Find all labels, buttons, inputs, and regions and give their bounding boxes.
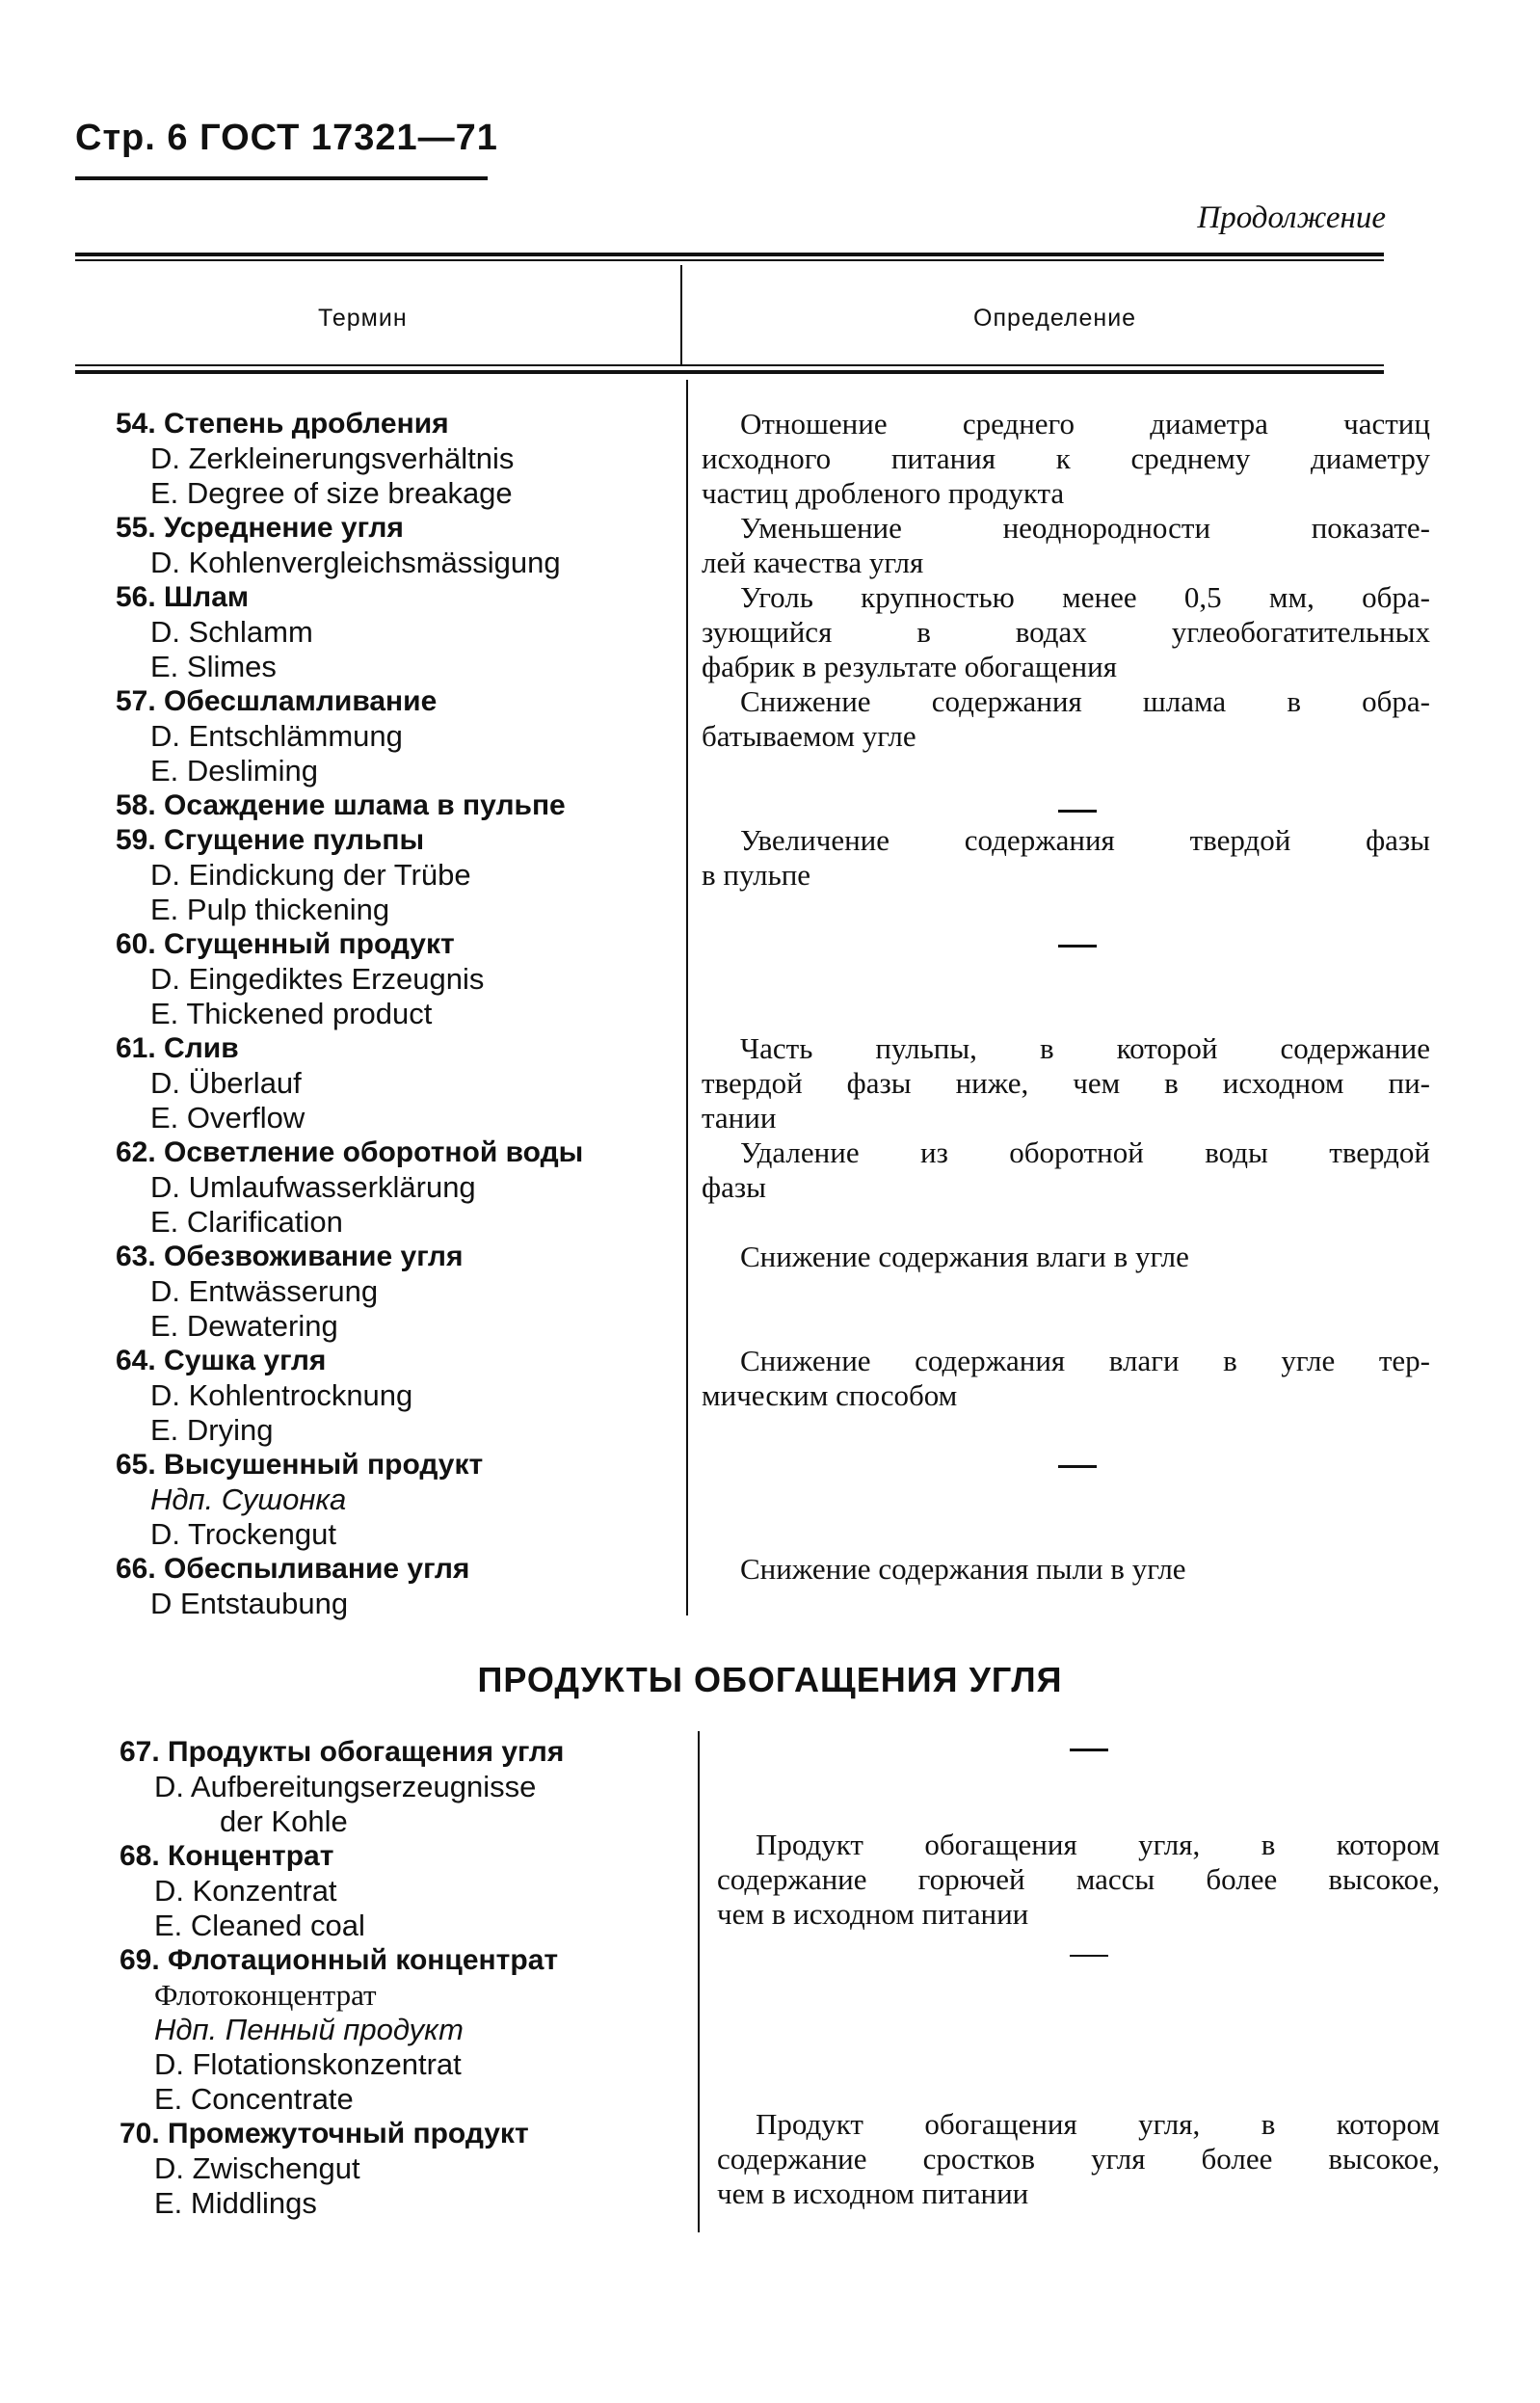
definition-66 <box>740 1552 1415 1587</box>
term-synonym: Флотоконцентрат <box>154 1978 377 2012</box>
term-german: D. Zerkleinerungsverhältnis <box>150 441 515 475</box>
table-top-rule <box>75 253 1384 256</box>
term-entry-57 <box>116 684 437 788</box>
term-english: E. Middlings <box>154 2186 317 2220</box>
term-entry-69 <box>119 1943 558 2117</box>
term-entry-58 <box>116 788 566 823</box>
term-english: E. Desliming <box>150 754 318 788</box>
definition-line: исходного питания к среднему диаметру <box>702 441 1430 475</box>
term-german: D. Aufbereitungserzeugnisse <box>154 1770 537 1803</box>
term-entry-54 <box>116 407 514 511</box>
term-german: D. Schlamm <box>150 615 313 649</box>
table-head-rule <box>75 364 1384 366</box>
term-english: E. Drying <box>150 1413 274 1447</box>
term-english: E. Dewatering <box>150 1309 338 1343</box>
definition-line: чем в исходном питании <box>717 1897 1029 1931</box>
term-title: 60. Сгущенный продукт <box>116 928 455 960</box>
page-header: Стр. 6 ГОСТ 17321—71 <box>75 118 498 158</box>
definition-57 <box>702 684 1430 754</box>
definition-line: Уголь крупностью менее 0,5 мм, обра- <box>740 580 1430 614</box>
term-title: 58. Осаждение шлама в пульпе <box>116 789 566 821</box>
term-entry-59 <box>116 823 471 927</box>
term-title: 62. Осветление оборотной воды <box>116 1136 584 1168</box>
term-german: D Entstaubung <box>150 1587 349 1620</box>
term-entry-61 <box>116 1031 305 1135</box>
term-title: 67. Продукты обогащения угля <box>119 1736 565 1768</box>
definition-line: Снижение содержания влаги в угле <box>740 1240 1189 1273</box>
term-german: D. Trockengut <box>150 1517 336 1551</box>
term-entry-66 <box>116 1552 469 1621</box>
definition-line: содержание горючей массы более высокое, <box>717 1862 1440 1896</box>
definition-line: фазы <box>702 1170 766 1204</box>
term-entry-55 <box>116 511 561 580</box>
term-english: E. Cleaned coal <box>154 1909 365 1942</box>
term-title: 55. Усреднение угля <box>116 512 404 544</box>
definition-line: фабрик в результате обогащения <box>702 650 1117 683</box>
definition-55 <box>702 511 1430 580</box>
definition-line: Уменьшение неоднородности показате- <box>740 511 1430 545</box>
term-german: D. Entschlämmung <box>150 719 403 753</box>
no-definition-dash <box>1070 1955 1108 1957</box>
term-german: D. Überlauf <box>150 1066 302 1100</box>
term-german: D. Konzentrat <box>154 1874 337 1908</box>
no-definition-dash <box>1058 1465 1097 1468</box>
term-title: 61. Слив <box>116 1032 239 1064</box>
definition-line: Снижение содержания пыли в угле <box>740 1552 1186 1586</box>
header-underline <box>75 176 488 180</box>
column-header-term: Термин <box>318 305 408 332</box>
no-definition-dash <box>1058 810 1097 813</box>
table-head-rule-2 <box>75 370 1384 374</box>
definition-line: частиц дробленого продукта <box>702 476 1065 510</box>
definition-59 <box>702 823 1430 893</box>
term-entry-63 <box>116 1240 464 1344</box>
term-english: E. Slimes <box>150 650 277 683</box>
header-column-separator <box>680 265 682 364</box>
definition-line: Снижение содержания шлама в обра- <box>740 684 1430 718</box>
definition-54 <box>702 407 1430 511</box>
definition-line: Увеличение содержания твердой фазы <box>740 823 1430 857</box>
term-entry-65 <box>116 1448 483 1552</box>
term-rejected: Ндп. Сушонка <box>150 1482 347 1516</box>
term-german: D. Kohlentrocknung <box>150 1378 413 1412</box>
term-english: E. Degree of size breakage <box>150 476 513 510</box>
term-entry-68 <box>119 1839 365 1943</box>
column-header-definition: Определение <box>973 305 1137 332</box>
definition-line: Отношение среднего диаметра частиц <box>740 407 1430 441</box>
term-english: E. Pulp thickening <box>150 893 390 926</box>
term-german: D. Umlaufwasserklärung <box>150 1170 476 1204</box>
definition-line: мическим способом <box>702 1378 958 1412</box>
term-title: 57. Обесшламливание <box>116 685 438 717</box>
term-title: 70. Промежуточный продукт <box>119 2118 529 2149</box>
term-german-cont: der Kohle <box>220 1804 348 1838</box>
term-english: E. Overflow <box>150 1101 305 1135</box>
term-german: D. Flotationskonzentrat <box>154 2047 462 2081</box>
definition-70 <box>717 2107 1440 2211</box>
section-title: ПРОДУКТЫ ОБОГАЩЕНИЯ УГЛЯ <box>477 1660 1063 1699</box>
definition-63 <box>740 1240 1415 1274</box>
term-german: D. Eingediktes Erzeugnis <box>150 962 485 996</box>
definition-61 <box>702 1031 1430 1135</box>
definition-64 <box>702 1344 1430 1413</box>
definition-56 <box>702 580 1430 684</box>
term-english: E. Thickened product <box>150 997 433 1030</box>
term-title: 63. Обезвоживание угля <box>116 1241 464 1272</box>
definition-line: лей качества угля <box>702 546 924 579</box>
term-entry-56 <box>116 580 313 684</box>
definition-line: зующийся в водах углеобогатительных <box>702 615 1430 649</box>
term-entry-64 <box>116 1344 412 1448</box>
term-german: D. Eindickung der Trübe <box>150 858 471 892</box>
term-english: E. Clarification <box>150 1205 343 1239</box>
definition-line: тании <box>702 1101 777 1135</box>
term-title: 56. Шлам <box>116 581 250 613</box>
term-german: D. Entwässerung <box>150 1274 379 1308</box>
definition-line: чем в исходном питании <box>717 2176 1029 2210</box>
term-entry-62 <box>116 1135 583 1240</box>
definition-line: Удаление из оборотной воды твердой <box>740 1135 1430 1169</box>
term-rejected: Ндп. Пенный продукт <box>154 2013 464 2046</box>
term-title: 54. Степень дробления <box>116 408 449 440</box>
term-title: 64. Сушка угля <box>116 1345 327 1376</box>
definition-line: Часть пульпы, в которой содержание <box>740 1031 1430 1065</box>
term-title: 69. Флотационный концентрат <box>119 1944 559 1976</box>
definition-68 <box>717 1828 1440 1932</box>
term-title: 65. Высушенный продукт <box>116 1449 484 1481</box>
term-german: D. Kohlenvergleichsmässigung <box>150 546 561 579</box>
definition-line: батываемом угле <box>702 719 916 753</box>
definition-line: Продукт обогащения угля, в котором <box>756 1828 1440 1861</box>
table-top-rule-2 <box>75 259 1384 261</box>
definition-62 <box>702 1135 1430 1205</box>
term-german: D. Zwischengut <box>154 2151 360 2185</box>
definition-line: в пульпе <box>702 858 811 892</box>
term-title: 68. Концентрат <box>119 1840 334 1872</box>
definition-line: Продукт обогащения угля, в котором <box>756 2107 1440 2141</box>
no-definition-dash <box>1070 1749 1108 1751</box>
body-column-separator <box>686 380 688 1615</box>
term-title: 59. Сгущение пульпы <box>116 824 425 856</box>
definition-line: Снижение содержания влаги в угле тер- <box>740 1344 1430 1377</box>
body-column-separator-2 <box>698 1731 700 2232</box>
term-entry-70 <box>119 2117 529 2221</box>
term-entry-60 <box>116 927 484 1031</box>
term-title: 66. Обеспыливание угля <box>116 1553 470 1585</box>
no-definition-dash <box>1058 945 1097 948</box>
definition-line: твердой фазы ниже, чем в исходном пи- <box>702 1066 1430 1100</box>
term-entry-67 <box>119 1735 564 1839</box>
continuation-label: Продолжение <box>1197 200 1386 235</box>
definition-line: содержание сростков угля более высокое, <box>717 2142 1440 2176</box>
term-english: E. Concentrate <box>154 2082 354 2116</box>
